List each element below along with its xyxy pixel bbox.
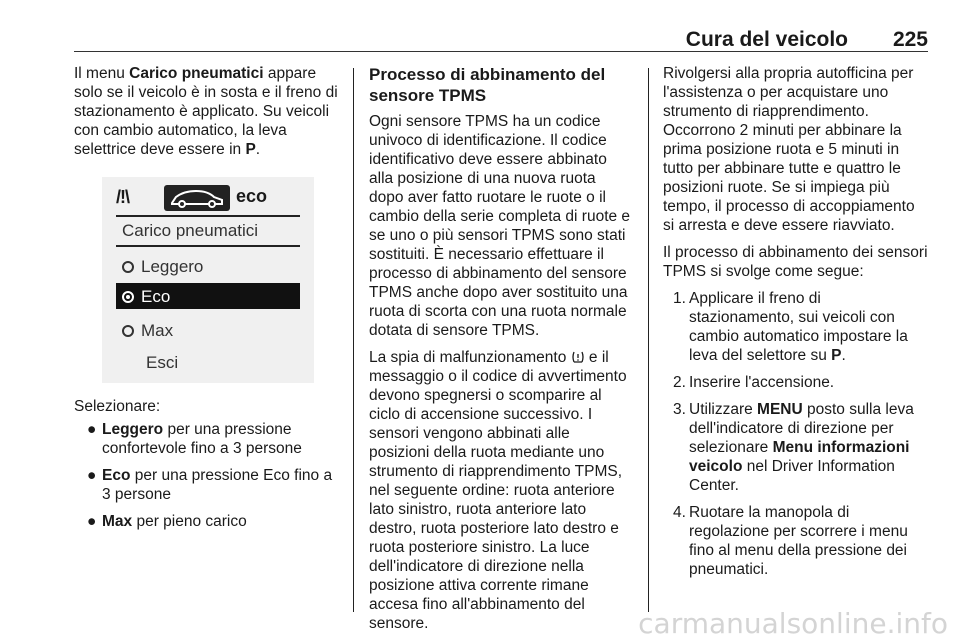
page-header (74, 24, 928, 52)
figure-option-eco: Eco (122, 287, 170, 306)
paragraph: Il processo di abbinamento dei sensori TPMS si svolge come segue: (663, 244, 928, 280)
figure-top-bar (112, 185, 304, 211)
section-heading: Processo di abbinamento del sensore TPMS (369, 65, 606, 105)
car-icon (164, 185, 230, 211)
tpms-warning-icon (571, 349, 585, 366)
load-options-list (74, 420, 344, 531)
figure-option-max: Max (122, 321, 173, 340)
list-item: ● Leggero per una pressione confortevole fino a 3 persone (87, 421, 302, 457)
column-1 (74, 64, 344, 539)
column-divider-2 (648, 68, 649, 612)
list-item: 1. Applicare il freno di stazionamento, sui veicoli con cambio automatico impostare la leva del selettore su P. (673, 290, 908, 364)
list-item: 2. Inserire l'accensione. (673, 374, 835, 391)
watermark: carmanualsonline.info (638, 607, 948, 640)
steps-list (663, 289, 928, 579)
figure-exit: Esci (146, 353, 179, 372)
list-item: ● Eco per una pressione Eco fino a 3 persone (87, 467, 333, 503)
header-title: Cura del veicolo (685, 28, 848, 51)
figure-option-selected (116, 283, 300, 309)
tire-load-menu-figure (102, 177, 314, 383)
column-2 (369, 64, 631, 641)
eco-label: eco (236, 186, 268, 206)
paragraph: La spia di malfunzionamento e il messaggio o il codice di avvertimento devono spegnersi o scomparire al ciclo di accensione successivo. I sensori vengono abbinati alle posizioni della ruota mediante uno strumento di riapprendimento TPMS, nel seguente ordine: ruota anteriore lato sinistro, ruota anteriore lato destro, ruota posteriore lato destro e ruota posteriore sinistro. La luce dell'indicatore di direzione nella posizione attiva corrente rimane accesa fino all'abbinamento del sensore. (369, 349, 627, 632)
page-number: 225 (892, 28, 928, 51)
paragraph: Rivolgersi alla propria autofficina per l'assistenza o per acquistare uno strumento di riapprendimento. Occorrono 2 minuti per abbinare la prima posizione ruota e 5 minuti in tutto per abbinare tutte e quattro le posizioni ruote. Se si impiega più tempo, il processo di accoppiamento si arresta e deve essere riavviato. (663, 65, 915, 234)
radio-empty-icon (122, 325, 134, 337)
column-divider-1 (353, 68, 354, 612)
column-3 (663, 64, 928, 587)
select-label: Selezionare: (74, 398, 161, 415)
figure-option-leggero: Leggero (122, 257, 203, 276)
paragraph: Ogni sensore TPMS ha un codice univoco di identificazione. Il codice identificativo deve essere abbinato alla posizione di una nuova ruota dopo aver fatto ruotare le ruote o il cambio della serie completa di ruote e se uno o più sensori TPMS sono stati sostituiti. È necessario effettuare il processo di abbinamento del sensore TPMS anche dopo aver sostituito una ruota di scorta con una ruota normale dotata di sensore TPMS. (369, 113, 631, 339)
figure-rule-top (116, 215, 300, 217)
intro-paragraph: Il menu Carico pneumatici appare solo se il veicolo è in sosta e il freno di stazionamento è applicato. Su veicoli con cambio automatico, la leva selettrice deve essere in P. (74, 65, 338, 158)
radio-selected-icon (122, 291, 134, 303)
figure-menu-title: Carico pneumatici (122, 221, 259, 240)
list-item: 4. Ruotare la manopola di regolazione per scorrere i menu fino al menu della pressione dei pneumatici. (673, 504, 908, 578)
road-icon: /!\ (116, 187, 129, 207)
figure-rule-mid (116, 245, 300, 247)
list-item: ● Max per pieno carico (87, 513, 247, 530)
radio-empty-icon (122, 261, 134, 273)
list-item: 3. Utilizzare MENU posto sulla leva dell'indicatore di direzione per selezionare Menu informazioni veicolo nel Driver Information Center. (673, 401, 914, 494)
header-rule (74, 51, 928, 52)
